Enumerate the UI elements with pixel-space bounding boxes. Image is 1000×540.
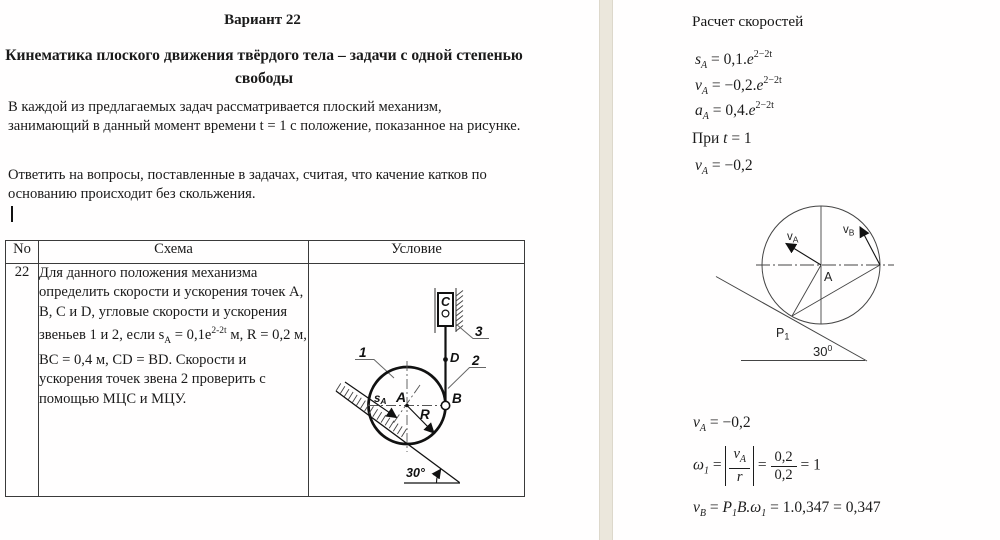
task-number: 22: [6, 264, 39, 497]
task-text-part: = 0,1e: [171, 326, 212, 343]
formula-vB: $v_B = P_1B.\omega_1 = 1.0,347 = 0,347$: [693, 499, 881, 519]
header-schema: Схема: [39, 241, 309, 264]
variant-heading: Вариант 22: [224, 12, 301, 28]
page-divider: [599, 0, 613, 540]
task-superscript: 2-2t: [211, 325, 227, 336]
label-C: C: [441, 295, 451, 309]
intro-paragraph-1: В каждой из предлагаемых задач рассматривается плоский механизм, занимающий в данный момент времени t = 1 с положение, показанное на рисунке.: [8, 99, 521, 134]
formula-vA-repeat: $v_A = -0,2$: [693, 414, 751, 434]
leader-1: [355, 360, 394, 379]
formula-vA: $v_A = -0,2.e^{2-2t}$: [695, 75, 782, 97]
header-condition: Условие: [309, 241, 525, 264]
page-right: [613, 0, 1000, 540]
label-A: A: [824, 270, 833, 284]
velocity-diagram: [700, 196, 900, 368]
label-angle: $30^0$: [813, 343, 833, 359]
label-1: 1: [359, 345, 367, 360]
slider-pin: [442, 310, 449, 317]
formula-vA-value: $v_A = -0,2$: [695, 157, 753, 177]
formula-at-t1: При t = 1: [692, 130, 752, 147]
table-header-row: [6, 241, 525, 264]
label-vA: $v_A$: [787, 231, 799, 245]
P1-to-B-line: [792, 265, 880, 316]
formula-omega1: $\omega_1$ = $\frac{v_A}{r}$ = $\frac{0,2}{0,2}$ = 1: [693, 446, 821, 485]
label-vB: $v_B$: [843, 224, 855, 238]
formula-sA: $s_A = 0,1.e^{2-2t}$: [695, 49, 773, 71]
label-P1: $P_1$: [776, 326, 790, 342]
label-angle: 30°: [406, 466, 425, 480]
angle-arc: [437, 469, 441, 482]
page-title: Кинематика плоского движения твёрдого тела – задачи с одной степенью свободы: [5, 47, 523, 87]
sA-arrow: [345, 382, 397, 418]
vA-vector: [786, 244, 821, 266]
task-subscript: А: [164, 335, 172, 346]
label-2: 2: [472, 353, 480, 368]
leader-3: [456, 324, 489, 339]
label-A: A: [396, 389, 407, 405]
label-sA: sA: [374, 393, 387, 406]
label-R: R: [420, 407, 430, 422]
formula-aA: $a_A = 0,4.e^{2-2t}$: [695, 100, 774, 122]
task-text-part: Для данного положения механизма определить скорости и ускорения точек А, В, С и D, угловые скорости и ускорения звеньев 1 и 2, если s: [39, 265, 304, 343]
label-B: B: [452, 391, 462, 406]
task-text-part: м, R = 0,2 м, ВС = 0,4 м, CD = BD. Скорости и ускорения точек звена 2 проверить с помощью МЦС и МЦУ.: [39, 326, 307, 407]
label-3: 3: [475, 324, 483, 339]
mechanism-diagram: [320, 276, 526, 502]
task-text: [39, 264, 309, 497]
intro-paragraph-2: Ответить на вопросы, поставленные в задачах, считая, что качение катков по основанию происходит без скольжения.: [8, 167, 487, 202]
label-D: D: [450, 350, 460, 365]
point-D: [443, 357, 448, 362]
velocity-heading: Расчет скоростей: [692, 13, 804, 30]
P1-to-A-line: [792, 265, 821, 316]
header-no: No: [6, 241, 39, 264]
leader-2: [448, 368, 486, 389]
point-B: [441, 401, 449, 409]
text-cursor[interactable]: [11, 206, 13, 222]
